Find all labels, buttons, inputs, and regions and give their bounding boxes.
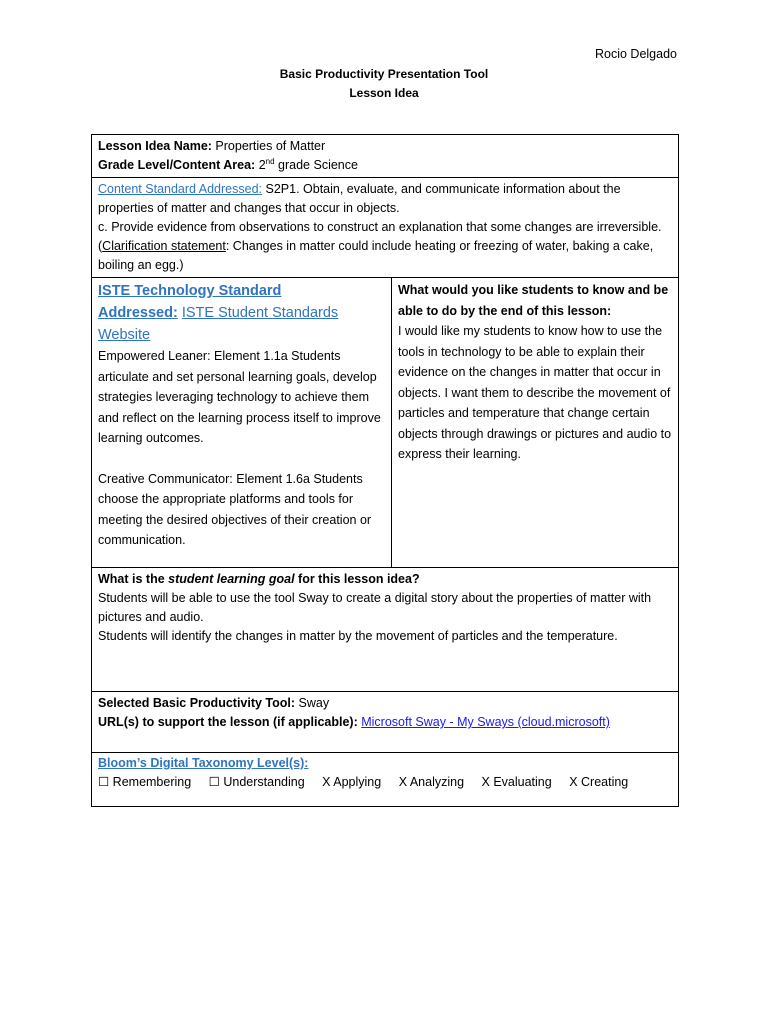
- document-subtitle: Lesson Idea: [349, 86, 419, 100]
- goal-question-emphasis: student learning goal: [168, 572, 295, 586]
- lesson-name-label: Lesson Idea Name:: [98, 139, 212, 153]
- goal-line-1: Students will be able to use the tool Sway to create a digital story about the properties of matter with pictures and audio.: [98, 591, 652, 624]
- learning-goal-row: [92, 568, 678, 692]
- bloom-taxonomy-row: [92, 753, 678, 806]
- grade-level-label: Grade Level/Content Area:: [98, 158, 256, 172]
- bloom-option-understanding[interactable]: ☐ Understanding: [208, 775, 305, 789]
- content-standard-subitem: c. Provide evidence from observations to construct an explanation that some changes are irreversible. (: [98, 220, 662, 253]
- lesson-name-value: Properties of Matter: [211, 139, 326, 153]
- goal-question: [98, 570, 672, 589]
- iste-heading-line2: Addressed:: [98, 305, 178, 321]
- bloom-options: [98, 773, 672, 792]
- goal-line-2: Students will identify the changes in matter by the movement of particles and the temperature.: [98, 629, 618, 643]
- clarification-label: Clarification statement: [102, 239, 226, 253]
- content-standard-text: S2P1. Obtain, evaluate, and communicate information about the properties of matter and changes that occur in objects.: [98, 182, 621, 215]
- author-name: Rocio Delgado: [595, 47, 677, 61]
- goal-question-pre: What is the: [98, 572, 169, 586]
- sway-url-link[interactable]: Microsoft Sway - My Sways (cloud.microsoft): [361, 715, 610, 729]
- grade-level-subject: grade Science: [274, 158, 358, 172]
- bloom-option-creating[interactable]: X Creating: [569, 775, 629, 789]
- bloom-option-evaluating[interactable]: X Evaluating: [481, 775, 552, 789]
- url-label: URL(s) to support the lesson (if applicable):: [98, 715, 358, 729]
- iste-element-2: Creative Communicator: Element 1.6a Students choose the appropriate platforms and tools for meeting the desired objectives of their creation or communication.: [98, 471, 372, 547]
- tool-value: Sway: [295, 696, 330, 710]
- bloom-option-remembering[interactable]: ☐ Remembering: [98, 775, 192, 789]
- grade-level-value: 2: [255, 158, 266, 172]
- grade-level-superscript: nd: [265, 156, 275, 166]
- standards-split-row: [92, 278, 678, 568]
- document-title-block: [0, 65, 768, 103]
- learning-outcome-cell: [392, 278, 678, 567]
- iste-standards-link[interactable]: ISTE Student Standards Website: [98, 305, 339, 343]
- clarification-text: : Changes in matter could include heating or freezing of water, baking a cake, boiling an egg.): [98, 239, 654, 272]
- bloom-label: Bloom’s Digital Taxonomy Level(s):: [98, 756, 309, 770]
- iste-heading: [98, 280, 385, 346]
- tool-label: Selected Basic Productivity Tool:: [98, 696, 296, 710]
- iste-standard-cell: [92, 278, 392, 567]
- bloom-option-analyzing[interactable]: X Analyzing: [398, 775, 465, 789]
- productivity-tool-row: [92, 692, 678, 753]
- goal-question-post: for this lesson idea?: [294, 572, 420, 586]
- lesson-name-row: [92, 135, 678, 178]
- know-question: What would you like students to know and be able to do by the end of this lesson:: [398, 283, 669, 318]
- know-answer: I would like my students to know how to use the tools in technology to be able to explain their evidence on the changes in matter that occur in objects. I want them to describe the movement of particles and temperature that change certain objects through drawings or pictures and audio to express their learning.: [398, 324, 672, 461]
- document-title: Basic Productivity Presentation Tool: [279, 67, 489, 81]
- iste-heading-line1: ISTE Technology Standard: [98, 283, 282, 299]
- iste-element-1: Empowered Leaner: Element 1.1a Students articulate and set personal learning goals, develop strategies leveraging technology to achieve them and reflect on the learning process itself to improve learning outcomes.: [98, 349, 381, 445]
- content-standard-link[interactable]: Content Standard Addressed:: [98, 182, 263, 196]
- content-standard-row: [92, 178, 678, 278]
- lesson-form: [91, 134, 679, 807]
- bloom-option-applying[interactable]: X Applying: [322, 775, 382, 789]
